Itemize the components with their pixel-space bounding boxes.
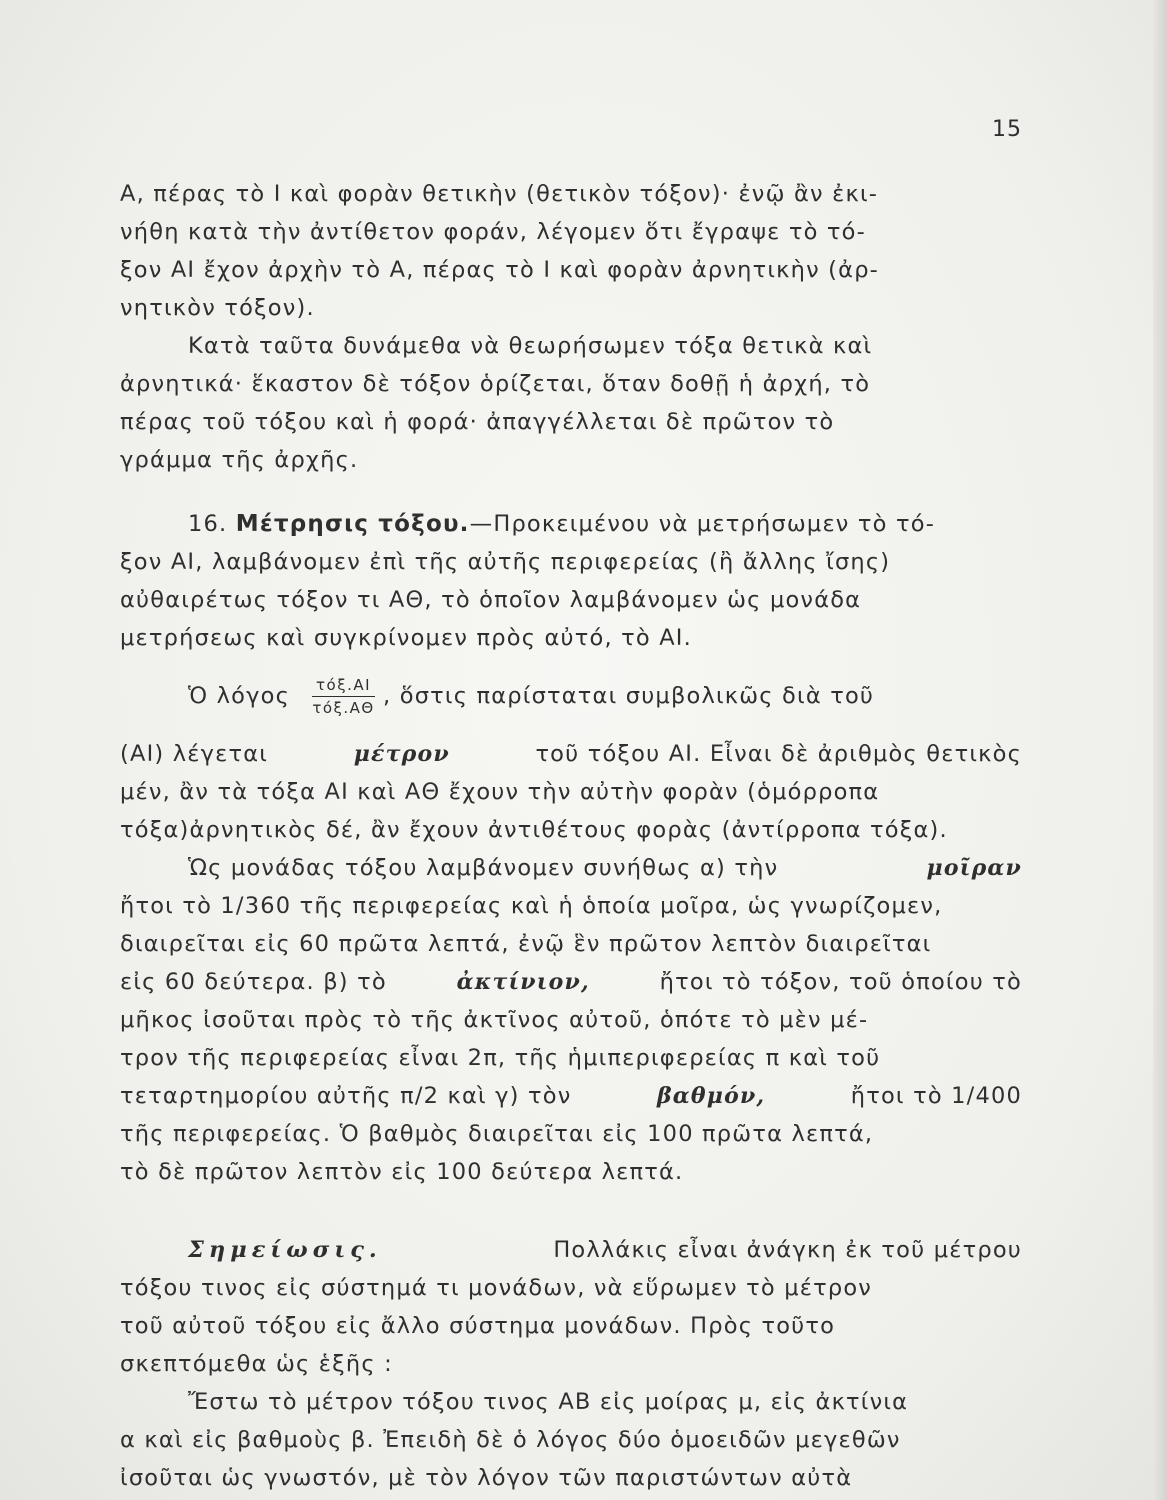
term-degree: μοῖραν (926, 855, 1022, 881)
text-line (120, 735, 1022, 773)
ratio-lead: Ὁ λόγος (188, 683, 291, 709)
text-line: τόξα)ἀρνητικὸς δέ, ἂν ἔχουν ἀντιθέτους φορὰς (ἀντίρροπα τόξα). (120, 817, 948, 843)
remark-first-line (120, 1231, 1022, 1269)
term-grad: βαθμόν, (656, 1083, 766, 1109)
ratio-after-fraction: , ὅστις παρίσταται συμβολικῶς διὰ τοῦ (383, 683, 875, 709)
text-line: Α, πέρας τὸ Ι καὶ φορὰν θετικὴν (θετικὸν τόξον)· ἐνῷ ἂν ἐκι- (120, 181, 879, 207)
page-number: 15 (992, 117, 1022, 142)
text-segment: τοῦ τόξου ΑΙ. Εἶναι δὲ ἀριθμὸς θετικὸς (535, 741, 1022, 767)
text-line: νήθη κατὰ τὴν ἀντίθετον φοράν, λέγομεν ὅτι ἔγραψε τὸ τό- (120, 219, 866, 245)
text-line: μετρήσεως καὶ συγκρίνομεν πρὸς αὐτό, τὸ ΑΙ. (120, 625, 692, 651)
text-line: τοῦ αὐτοῦ τόξου εἰς ἄλλο σύστημα μονάδων. Πρὸς τοῦτο (120, 1313, 836, 1339)
fraction-numerator: τόξ.ΑΙ (312, 676, 375, 697)
text-segment: Ὡς μονάδας τόξου λαμβάνομεν συνήθως α) τὴν (188, 855, 779, 881)
text-line (120, 963, 1022, 1001)
text-line: ἰσοῦται ὡς γνωστόν, μὲ τὸν λόγον τῶν παριστώντων αὐτὰ (120, 1465, 853, 1491)
text-segment: ἤτοι τὸ 1/400 (850, 1083, 1022, 1109)
section-heading: Μέτρησις τόξου. (235, 511, 470, 537)
text-line: διαιρεῖται εἰς 60 πρῶτα λεπτά, ἐνῷ ἓν πρῶτον λεπτὸν διαιρεῖται (120, 931, 932, 957)
text-line (120, 849, 1022, 887)
page-edge-shadow (1153, 0, 1167, 1500)
text-line: ἀρνητικά· ἕκαστον δὲ τόξον ὁρίζεται, ὅταν δοθῇ ἡ ἀρχή, τὸ (120, 371, 871, 397)
text-line: τρον τῆς περιφερείας εἶναι 2π, τῆς ἡμιπεριφερείας π καὶ τοῦ (120, 1045, 881, 1071)
section-16-first-line (120, 505, 1022, 543)
text-line: αὐθαιρέτως τόξον τι ΑΘ, τὸ ὁποῖον λαμβάνομεν ὡς μονάδα (120, 587, 862, 613)
text-segment: τεταρτημορίου αὐτῆς π/2 καὶ γ) τὸν (120, 1083, 572, 1109)
text-line: νητικὸν τόξον). (120, 295, 315, 321)
section-first-line-text: —Προκειμένου νὰ μετρήσωμεν τὸ τό- (469, 511, 936, 537)
text-line: Κατὰ ταῦτα δυνάμεθα νὰ θεωρήσωμεν τόξα θετικὰ καὶ (188, 333, 873, 359)
text-segment: εἰς 60 δεύτερα. β) τὸ (120, 969, 387, 995)
text-segment: (ΑΙ) λέγεται (120, 741, 269, 767)
text-segment: ἤτοι τὸ τόξον, τοῦ ὁποίου τὸ (659, 969, 1022, 995)
text-line: Ἔστω τὸ μέτρον τόξου τινος ΑΒ εἰς μοίρας μ, εἰς ἀκτίνια (188, 1389, 909, 1415)
term-radian: ἀκτίνιον, (456, 969, 590, 995)
text-line: πέρας τοῦ τόξου καὶ ἡ φορά· ἀπαγγέλλεται δὲ πρῶτον τὸ (120, 409, 835, 435)
fraction (312, 676, 375, 717)
text-line: τῆς περιφερείας. Ὁ βαθμὸς διαιρεῖται εἰς 100 πρῶτα λεπτά, (120, 1121, 874, 1147)
text-line: ἤτοι τὸ 1/360 τῆς περιφερείας καὶ ἡ ὁποία μοῖρα, ὡς γνωρίζομεν, (120, 893, 943, 919)
text-line: τὸ δὲ πρῶτον λεπτὸν εἰς 100 δεύτερα λεπτά. (120, 1159, 684, 1185)
page-body (120, 175, 1022, 1497)
text-line: ξον ΑΙ ἔχον ἀρχὴν τὸ Α, πέρας τὸ Ι καὶ φορὰν ἀρνητικὴν (ἀρ- (120, 257, 879, 283)
remark-heading: Σημείωσις. (188, 1237, 382, 1263)
text-line: σκεπτόμεθα ὡς ἑξῆς : (120, 1351, 393, 1377)
text-line: τόξου τινος εἰς σύστημά τι μονάδων, νὰ εὕρωμεν τὸ μέτρον (120, 1275, 873, 1301)
text-segment: Πολλάκις εἶναι ἀνάγκη ἐκ τοῦ μέτρου (553, 1237, 1022, 1263)
text-line: μῆκος ἰσοῦται πρὸς τὸ τῆς ἀκτῖνος αὐτοῦ, ὁπότε τὸ μὲν μέ- (120, 1007, 869, 1033)
text-line (120, 1077, 1022, 1115)
term-measure: μέτρον (353, 741, 450, 767)
text-line: γράμμα τῆς ἀρχῆς. (120, 447, 359, 473)
text-line: α καὶ εἰς βαθμοὺς β. Ἐπειδὴ δὲ ὁ λόγος δύο ὁμοειδῶν μεγεθῶν (120, 1427, 901, 1453)
text-line: μέν, ἂν τὰ τόξα ΑΙ καὶ ΑΘ ἔχουν τὴν αὐτὴν φορὰν (ὁμόρροπα (120, 779, 880, 805)
section-number: 16. (188, 511, 228, 537)
fraction-denominator: τόξ.ΑΘ (312, 698, 375, 717)
ratio-line (120, 657, 1022, 735)
text-line: ξον ΑΙ, λαμβάνομεν ἐπὶ τῆς αὐτῆς περιφερείας (ἢ ἄλλης ἴσης) (120, 549, 891, 575)
